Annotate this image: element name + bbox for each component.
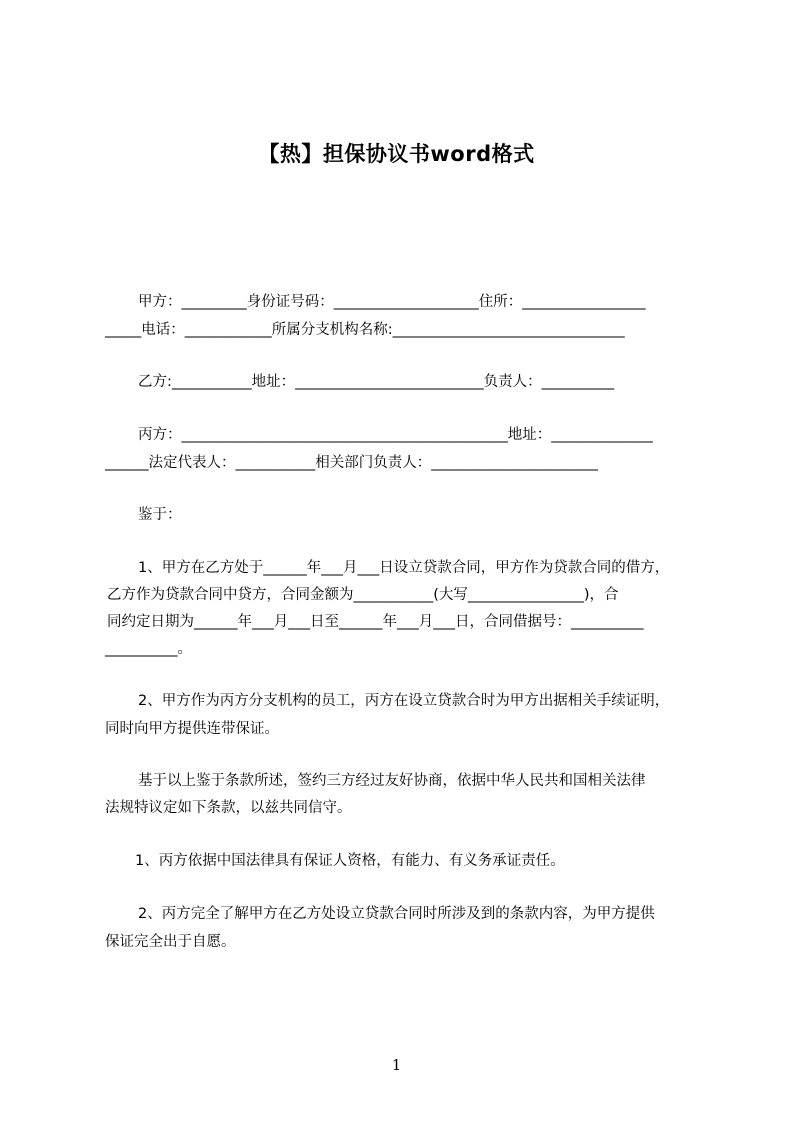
whereas-1-line-2: 乙方作为贷款合同中贷方，合同金额为___________(大写________________)，合	[107, 587, 619, 603]
party-c-line-2: ______法定代表人：___________相关部门负责人：_______________________	[105, 455, 598, 471]
page-number: 1	[391, 1056, 402, 1074]
whereas-1-line-4: __________。	[105, 641, 192, 657]
whereas-1-line-1: 1、甲方在乙方处于______年___月___日设立贷款合同，甲方作为贷款合同的借方，	[138, 560, 670, 576]
whereas-1-line-3: 同约定日期为______年___月___日至______年___月___日，合同借据号：__________	[107, 614, 644, 630]
party-c-line-1: 丙方：_____________________________________________地址：______________	[138, 427, 653, 443]
document-title: 【热】担保协议书word格式	[258, 142, 535, 166]
preamble-line-2: 法规特议定如下条款，以兹共同信守。	[105, 800, 352, 816]
preamble-line-1: 基于以上鉴于条款所述，签约三方经过友好协商，依据中华人民共和国相关法律	[138, 773, 646, 789]
party-a-line-1: 甲方：_________身份证号码：____________________住所：_________________	[138, 294, 646, 310]
whereas-heading: 鉴于：	[138, 507, 182, 523]
party-a-line-2: _____电话：____________所属分支机构名称:________________________________	[105, 322, 625, 338]
clause-1-line-1: 1、丙方依据中国法律具有保证人资格，有能力、有义务承证责任。	[135, 853, 565, 869]
clause-2-line-2: 保证完全出于自愿。	[105, 934, 236, 950]
whereas-2-line-2: 同时向甲方提供连带保证。	[105, 721, 279, 737]
party-b-line-1: 乙方:___________地址：__________________________负责人：__________	[138, 374, 615, 390]
whereas-2-line-1: 2、甲方作为丙方分支机构的员工，丙方在设立贷款合时为甲方出据相关手续证明，	[138, 693, 670, 709]
clause-2-line-1: 2、丙方完全了解甲方在乙方处设立贷款合同时所涉及到的条款内容，为甲方提供	[138, 906, 655, 922]
